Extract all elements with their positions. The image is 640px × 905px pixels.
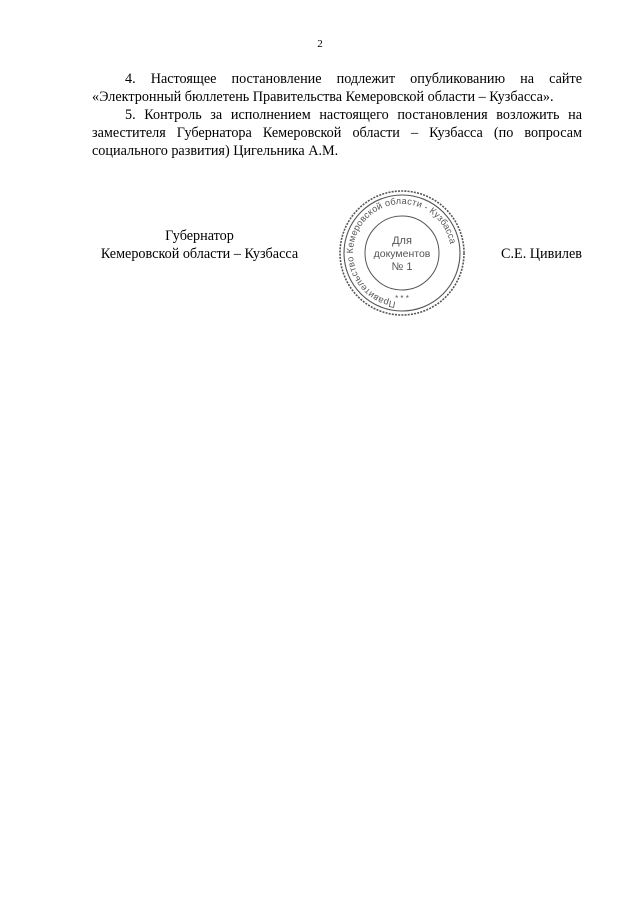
signatory-name: С.Е. Цивилев: [501, 246, 582, 262]
seal-center-line-2: документов: [373, 248, 431, 260]
official-seal-stamp: [337, 188, 467, 318]
seal-graphic: [337, 188, 467, 318]
page-number: 2: [317, 38, 323, 50]
position-line-1: Губернатор: [165, 228, 234, 244]
seal-ring-text: Правительство Кемеровской области - Кузбасса: [344, 195, 459, 310]
position-line-2: Кемеровской области – Кузбасса: [100, 246, 299, 262]
document-body: [92, 70, 582, 160]
seal-stars: * * *: [395, 294, 409, 303]
signatory-position: [92, 227, 307, 263]
seal-center-line-1: Для: [392, 235, 412, 247]
paragraph-5: 5. Контроль за исполнением настоящего постановления возложить на заместителя Губернатора Кемеровской области – Кузбасса (по вопросам социального развития) Цигельника А.М.: [92, 107, 582, 159]
paragraph-4: 4. Настоящее постановление подлежит опубликованию на сайте «Электронный бюллетень Правительства Кемеровской области – Кузбасса».: [92, 71, 582, 105]
seal-center-line-3: № 1: [391, 261, 413, 273]
